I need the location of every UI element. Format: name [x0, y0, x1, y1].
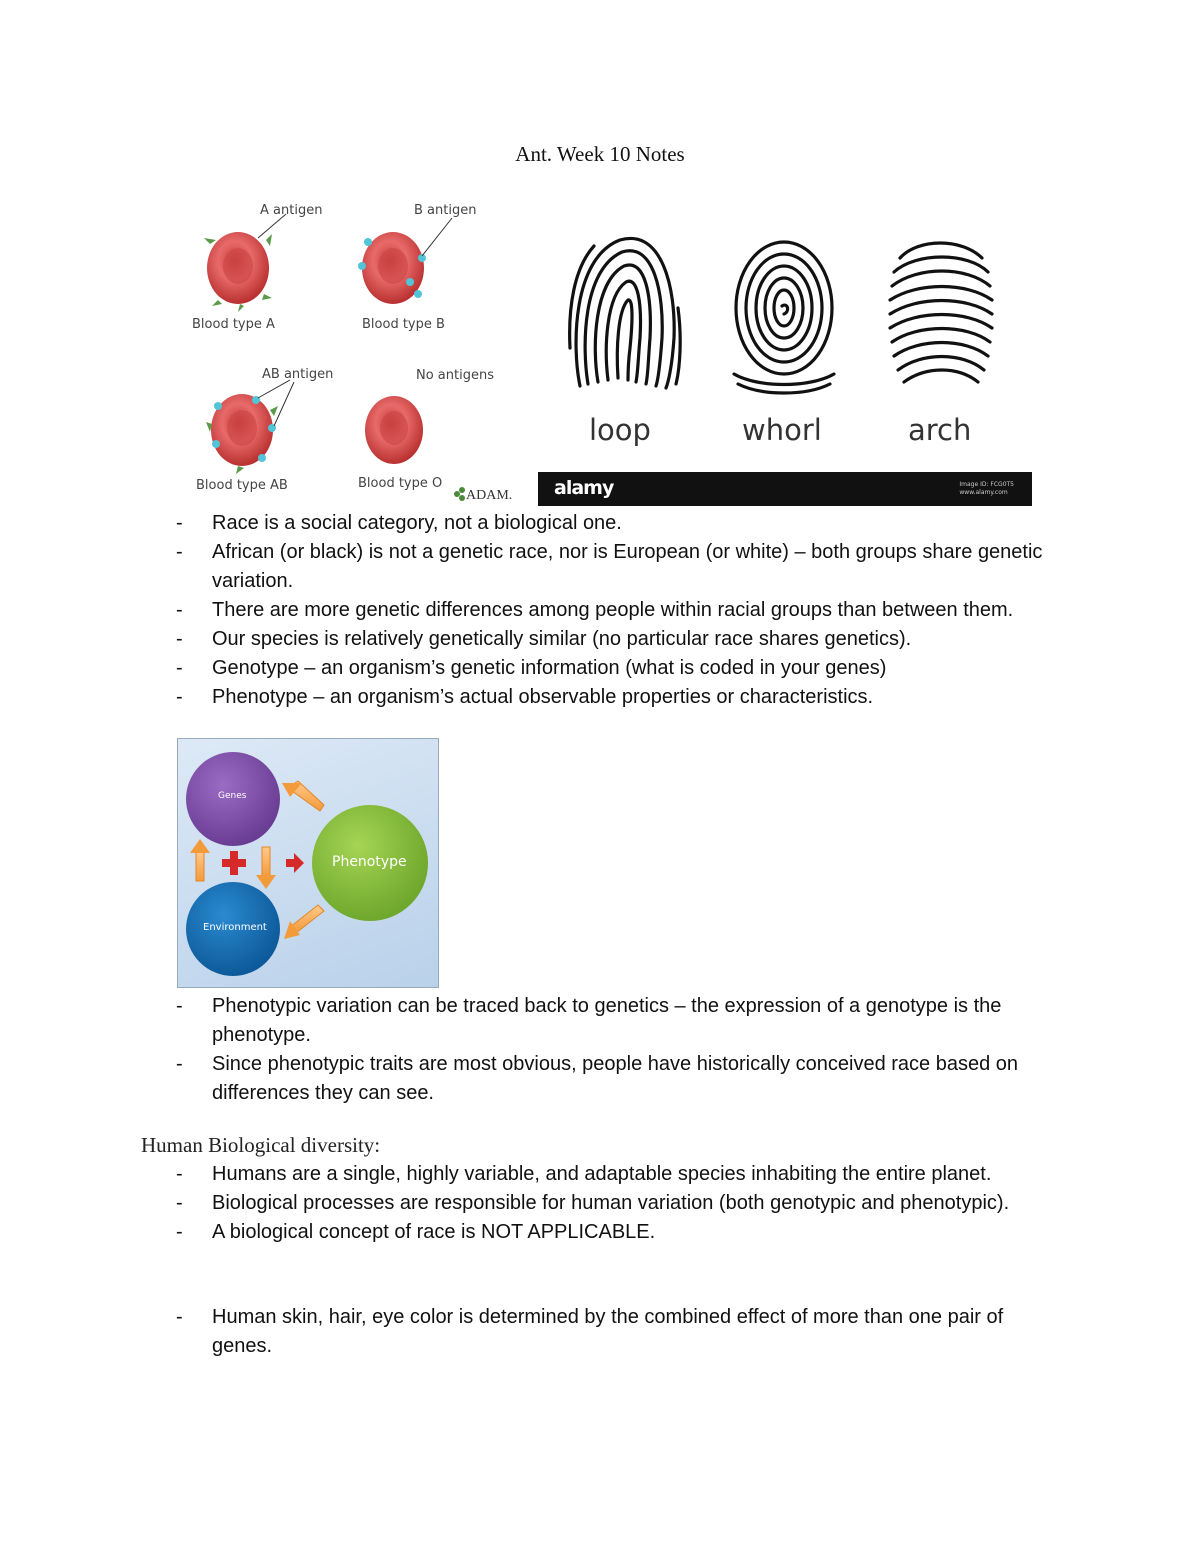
list-item: [0, 683, 1062, 712]
list-dash: -: [176, 512, 183, 534]
arrow-up-icon: [190, 839, 210, 881]
red-blood-cell-b-icon: [358, 218, 452, 304]
list-dash: -: [176, 541, 183, 563]
list-item-text: A biological concept of race is NOT APPLICABLE.: [212, 1221, 656, 1243]
list-item-text: Since phenotypic traits are most obvious, people have historically conceived race based on differences they can see.: [212, 1053, 1019, 1104]
loop-label: loop: [589, 413, 651, 447]
list-item-text: Our species is relatively genetically similar (no particular race shares genetics).: [212, 628, 912, 650]
plus-icon: [222, 851, 246, 875]
list-dash: -: [176, 1306, 183, 1328]
list-item: [0, 992, 1062, 1050]
red-blood-cell-ab-icon: [206, 380, 294, 474]
list-item: [0, 1160, 1062, 1189]
page-title: Ant. Week 10 Notes: [515, 142, 685, 166]
red-blood-cell-o-icon: [365, 396, 423, 464]
list-dash: -: [176, 1221, 183, 1243]
list-item-text: Phenotypic variation can be traced back to genetics – the expression of a genotype is the phenotype.: [212, 995, 1002, 1046]
a-antigen-label: A antigen: [260, 203, 323, 218]
arrow-to-environment-icon: [284, 905, 324, 939]
list-item: [0, 509, 1062, 538]
environment-label: Environment: [203, 922, 267, 933]
list-item-text: Phenotype – an organism’s actual observable properties or characteristics.: [212, 686, 874, 708]
section-heading: Human Biological diversity:: [141, 1133, 381, 1157]
arrow-right-icon: [286, 853, 304, 873]
list-dash: -: [176, 995, 183, 1017]
list-item-text: There are more genetic differences among people within racial groups than between them.: [212, 599, 1014, 621]
list-item-text: Biological processes are responsible for human variation (both genotypic and phenotypic).: [212, 1192, 1010, 1214]
list-item: [0, 1189, 1062, 1218]
list-dash: -: [176, 628, 183, 650]
alamy-logo: alamy: [554, 477, 614, 499]
red-blood-cell-a-icon: [204, 214, 286, 312]
loop-fingerprint-icon: [570, 238, 681, 388]
list-item: [0, 1303, 1062, 1361]
genotype-phenotype-diagram: [177, 738, 439, 988]
genes-label: Genes: [218, 791, 247, 801]
arch-label: arch: [908, 413, 972, 447]
bullet-list-race: [0, 509, 1062, 712]
list-dash: -: [176, 657, 183, 679]
adam-logo-icon: [454, 487, 465, 501]
list-dash: -: [176, 599, 183, 621]
alamy-url: www.alamy.com: [959, 489, 1008, 496]
bullet-list-traits: [0, 1303, 1062, 1361]
alamy-image-id: Image ID: FCG0T5: [959, 481, 1014, 488]
list-dash: -: [176, 1163, 183, 1185]
bullet-list-phenotype: [0, 992, 1062, 1108]
list-item-text: Human skin, hair, eye color is determined by the combined effect of more than one pair of genes.: [212, 1306, 1004, 1357]
blood-cells-illustration: [178, 196, 530, 508]
blood-type-ab-label: Blood type AB: [196, 478, 288, 493]
list-item-text: Humans are a single, highly variable, and adaptable species inhabiting the entire planet.: [212, 1163, 992, 1185]
list-item-text: Genotype – an organism’s genetic information (what is coded in your genes): [212, 657, 887, 679]
adam-credit: ADAM.: [466, 488, 513, 503]
arch-fingerprint-icon: [890, 243, 992, 382]
blood-type-o-label: Blood type O: [358, 476, 443, 491]
fingerprint-figure: [538, 198, 1032, 508]
alamy-small-text: [959, 481, 1014, 497]
list-item: [0, 1050, 1062, 1108]
list-item: [0, 538, 1062, 596]
alamy-watermark-bar: [538, 472, 1032, 506]
list-dash: -: [176, 1192, 183, 1214]
list-item: [0, 654, 1062, 683]
blood-type-b-label: Blood type B: [362, 317, 445, 332]
list-item-text: Race is a social category, not a biological one.: [212, 512, 622, 534]
phenotype-label: Phenotype: [332, 854, 407, 870]
whorl-label: whorl: [742, 413, 822, 447]
ab-antigen-label: AB antigen: [262, 367, 334, 382]
list-item: [0, 1218, 1062, 1247]
list-dash: -: [176, 1053, 183, 1075]
whorl-fingerprint-icon: [734, 242, 834, 393]
blood-type-a-label: Blood type A: [192, 317, 275, 332]
b-antigen-label: B antigen: [414, 203, 477, 218]
list-item: [0, 596, 1062, 625]
bullet-list-diversity: [0, 1160, 1062, 1247]
list-item: [0, 625, 1062, 654]
arrow-to-genes-icon: [282, 781, 324, 811]
list-item-text: African (or black) is not a genetic race, nor is European (or white) – both groups share genetic variation.: [212, 541, 1043, 592]
blood-type-figure: [178, 196, 530, 508]
list-dash: -: [176, 686, 183, 708]
arrow-down-icon: [256, 847, 276, 889]
no-antigens-label: No antigens: [416, 368, 494, 383]
